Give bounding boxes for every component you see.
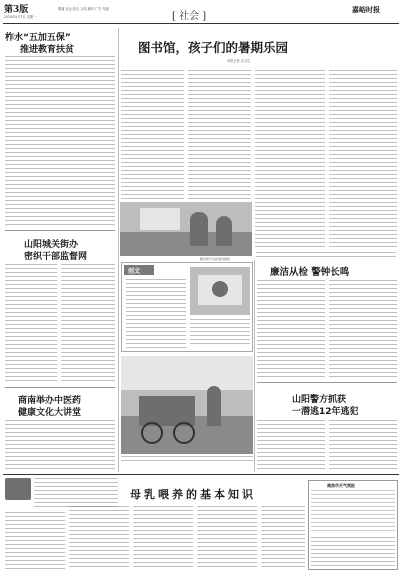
article4-title-line1: 商南举办中医药 bbox=[18, 396, 82, 406]
nav-item: 副刊 bbox=[87, 7, 94, 11]
article1-title-line2: 推进教育扶贫 bbox=[20, 45, 75, 55]
article4-title-line2: 健康文化大讲堂 bbox=[18, 408, 82, 418]
article6-body-col1 bbox=[257, 420, 325, 470]
article5-body-col2 bbox=[329, 280, 397, 378]
article7-body-col3 bbox=[133, 506, 193, 570]
article3-title-line2: 密织干部监督网 bbox=[24, 252, 88, 262]
article7-title: 母乳喂养的基本知识 bbox=[130, 488, 256, 501]
nav-strip bbox=[58, 6, 178, 11]
masthead bbox=[0, 0, 402, 26]
masthead-rule bbox=[3, 23, 399, 24]
article2-body-col4 bbox=[329, 70, 397, 248]
column-box-label: 创文 bbox=[128, 268, 141, 275]
article2-photo bbox=[120, 202, 252, 256]
article7-body-col2 bbox=[69, 506, 129, 570]
article2-body-col3 bbox=[255, 70, 325, 248]
column-box-text bbox=[126, 279, 186, 349]
article5-body-col1 bbox=[257, 280, 325, 378]
article1-body bbox=[5, 56, 115, 226]
article2-continue bbox=[256, 252, 396, 258]
nav-item: 广告 bbox=[94, 7, 102, 11]
article6-title-line2: 一潜逃12年逃犯 bbox=[292, 407, 359, 417]
nav-item: 专版 bbox=[102, 7, 109, 11]
lower-section-rule bbox=[3, 474, 399, 475]
page-number: 第3版 bbox=[4, 5, 29, 15]
paper-name: 嘉峪时报 bbox=[352, 5, 380, 14]
article2-title: 图书馆，孩子们的暑期乐园 bbox=[138, 40, 289, 55]
column-box bbox=[121, 262, 253, 352]
table-box-title: 商洛市天气预报 bbox=[327, 483, 355, 488]
section-name: 社会 bbox=[179, 11, 200, 22]
nav-item: 要闻 bbox=[58, 7, 65, 11]
top-date: 2016年8月1日 星期一 bbox=[4, 15, 37, 19]
article6-title-line1: 山阳警方抓获 bbox=[292, 395, 347, 405]
article5-divider bbox=[257, 382, 397, 383]
column-box-photo bbox=[190, 267, 250, 315]
article1-title-line1: 柞水“五加五保” bbox=[5, 33, 71, 43]
article7-body-col5 bbox=[261, 506, 305, 570]
article7-body-col1 bbox=[5, 512, 65, 570]
article3-body-col1 bbox=[5, 264, 57, 384]
column-separator bbox=[254, 260, 255, 472]
street-photo-caption bbox=[121, 456, 253, 462]
article2-photo-caption: 图为孩子们在馆内阅读 bbox=[200, 257, 231, 261]
column-box-caption bbox=[190, 319, 250, 347]
nav-item: 社会 bbox=[65, 7, 72, 11]
column-separator bbox=[118, 28, 119, 472]
article2-body-col2 bbox=[188, 70, 251, 200]
table-grid bbox=[311, 490, 395, 534]
section-label: [ 社会 ] bbox=[172, 11, 207, 22]
article6-body-col2 bbox=[329, 420, 397, 470]
article3-body-col2 bbox=[61, 264, 115, 384]
health-badge bbox=[5, 478, 31, 500]
nav-item: 文体 bbox=[80, 7, 87, 11]
article2-byline: 本报记者 实习生 bbox=[227, 59, 251, 63]
article7-intro bbox=[34, 478, 118, 508]
article3-title-line1: 山阳城关街办 bbox=[24, 240, 79, 250]
article1-divider bbox=[5, 230, 115, 231]
article2-body-col1 bbox=[121, 70, 184, 200]
table-box bbox=[308, 480, 398, 570]
article5-title: 廉洁从检 警钟长鸣 bbox=[270, 267, 350, 278]
nav-item: 综合 bbox=[72, 7, 80, 11]
article7-body-col4 bbox=[197, 506, 257, 570]
article4-body bbox=[5, 420, 115, 470]
table-notes bbox=[311, 537, 395, 567]
article3-divider bbox=[5, 387, 115, 388]
street-photo bbox=[121, 356, 253, 454]
